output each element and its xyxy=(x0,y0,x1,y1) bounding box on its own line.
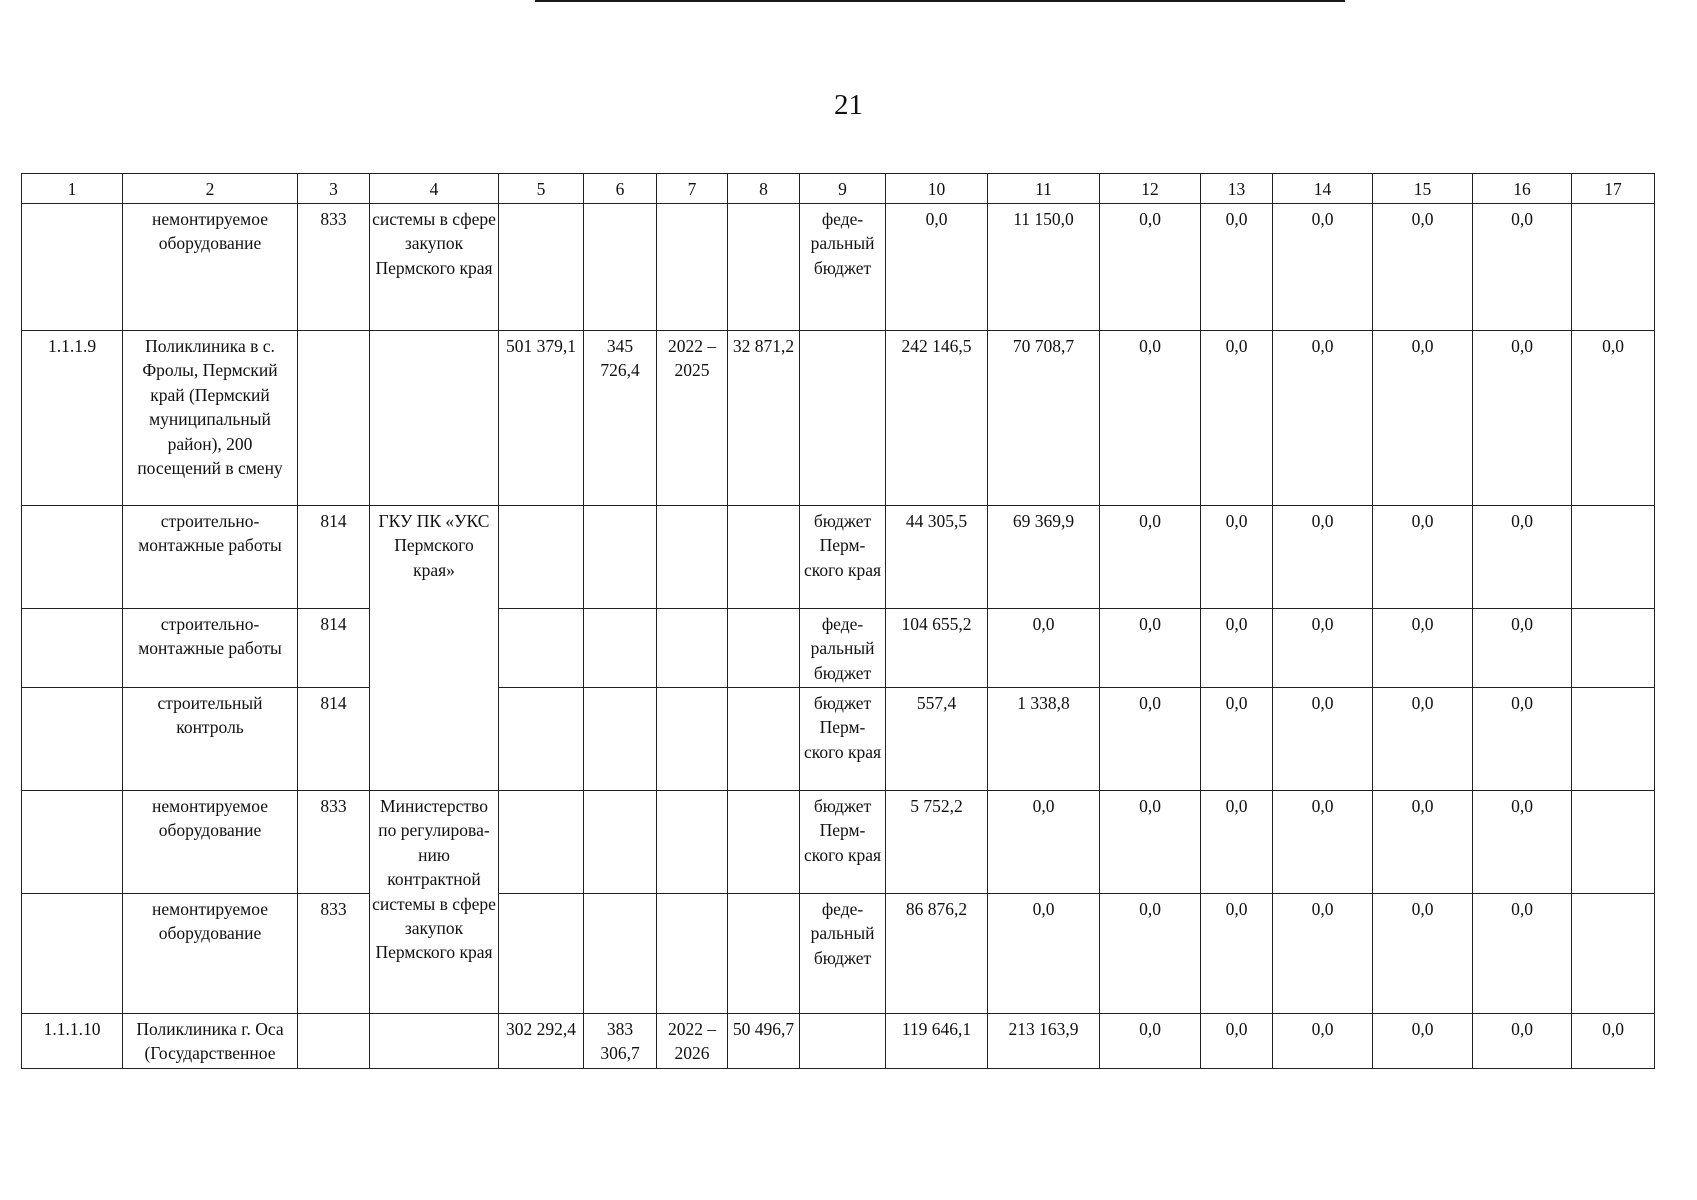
cell-col6 xyxy=(584,791,657,894)
cell-col8: 32 871,2 xyxy=(728,331,800,506)
table-row xyxy=(22,609,1655,688)
cell-executor xyxy=(370,1014,499,1069)
cell-col11: 0,0 xyxy=(988,609,1100,688)
cell-col11: 1 338,8 xyxy=(988,688,1100,791)
header-cell: 8 xyxy=(728,174,800,204)
cell-col13: 0,0 xyxy=(1201,894,1273,1014)
cell-col17 xyxy=(1572,609,1655,688)
cell-code: 814 xyxy=(298,688,370,791)
header-cell: 5 xyxy=(499,174,584,204)
cell-col10: 119 646,1 xyxy=(886,1014,988,1069)
cell-col7 xyxy=(657,688,728,791)
table-row xyxy=(22,791,1655,894)
page-number: 21 xyxy=(834,89,863,121)
budget-table xyxy=(21,173,1655,1069)
cell-col5: 302 292,4 xyxy=(499,1014,584,1069)
cell-col12: 0,0 xyxy=(1100,204,1201,331)
header-cell: 12 xyxy=(1100,174,1201,204)
cell-col6 xyxy=(584,688,657,791)
cell-col12: 0,0 xyxy=(1100,894,1201,1014)
cell-col8 xyxy=(728,204,800,331)
table-row xyxy=(22,506,1655,609)
cell-col15: 0,0 xyxy=(1373,506,1473,609)
cell-col6 xyxy=(584,609,657,688)
cell-col13: 0,0 xyxy=(1201,506,1273,609)
header-cell: 6 xyxy=(584,174,657,204)
cell-col17 xyxy=(1572,894,1655,1014)
cell-col12: 0,0 xyxy=(1100,1014,1201,1069)
cell-col16: 0,0 xyxy=(1473,204,1572,331)
cell-col8 xyxy=(728,506,800,609)
cell-col17 xyxy=(1572,688,1655,791)
cell-col8 xyxy=(728,894,800,1014)
cell-col17 xyxy=(1572,506,1655,609)
cell-col14: 0,0 xyxy=(1273,506,1373,609)
header-cell: 10 xyxy=(886,174,988,204)
header-cell: 2 xyxy=(123,174,298,204)
cell-col16: 0,0 xyxy=(1473,506,1572,609)
cell-col16: 0,0 xyxy=(1473,894,1572,1014)
header-cell: 9 xyxy=(800,174,886,204)
cell-col17: 0,0 xyxy=(1572,1014,1655,1069)
cell-col15: 0,0 xyxy=(1373,331,1473,506)
cell-col11: 70 708,7 xyxy=(988,331,1100,506)
cell-col14: 0,0 xyxy=(1273,331,1373,506)
cell-col5 xyxy=(499,506,584,609)
cell-col10: 44 305,5 xyxy=(886,506,988,609)
cell-code: 833 xyxy=(298,894,370,1014)
cell-col11: 0,0 xyxy=(988,791,1100,894)
header-cell: 11 xyxy=(988,174,1100,204)
header-cell: 1 xyxy=(22,174,123,204)
cell-col15: 0,0 xyxy=(1373,894,1473,1014)
cell-code: 833 xyxy=(298,204,370,331)
cell-col10: 557,4 xyxy=(886,688,988,791)
cell-col8: 50 496,7 xyxy=(728,1014,800,1069)
cell-funding-source: бюджет Перм-ского края xyxy=(800,688,886,791)
cell-col13: 0,0 xyxy=(1201,791,1273,894)
cell-work-type: Поликлиника г. Оса (Государственное xyxy=(123,1014,298,1069)
cell-col12: 0,0 xyxy=(1100,688,1201,791)
cell-col6 xyxy=(584,204,657,331)
cell-index xyxy=(22,204,123,331)
cell-col7: 2022 – 2025 xyxy=(657,331,728,506)
cell-col5: 501 379,1 xyxy=(499,331,584,506)
cell-col7 xyxy=(657,894,728,1014)
cell-executor: системы в сфере закупок Пермского края xyxy=(370,204,499,331)
cell-code xyxy=(298,331,370,506)
table-row xyxy=(22,1014,1655,1069)
cell-index xyxy=(22,609,123,688)
cell-funding-source xyxy=(800,1014,886,1069)
cell-executor: ГКУ ПК «УКС Пермского края» xyxy=(370,506,499,791)
cell-col11: 213 163,9 xyxy=(988,1014,1100,1069)
cell-work-type: немонтируемое оборудование xyxy=(123,204,298,331)
cell-col7 xyxy=(657,791,728,894)
header-row xyxy=(22,174,1655,204)
header-cell: 16 xyxy=(1473,174,1572,204)
table-row xyxy=(22,204,1655,331)
cell-col7 xyxy=(657,609,728,688)
cell-col8 xyxy=(728,609,800,688)
cell-funding-source: феде-ральный бюджет xyxy=(800,609,886,688)
cell-col17: 0,0 xyxy=(1572,331,1655,506)
cell-col13: 0,0 xyxy=(1201,1014,1273,1069)
cell-col17 xyxy=(1572,204,1655,331)
cell-funding-source: бюджет Перм-ского края xyxy=(800,791,886,894)
cell-index xyxy=(22,894,123,1014)
cell-work-type: строительный контроль xyxy=(123,688,298,791)
cell-col12: 0,0 xyxy=(1100,609,1201,688)
cell-col8 xyxy=(728,791,800,894)
cell-code: 814 xyxy=(298,609,370,688)
cell-col11: 11 150,0 xyxy=(988,204,1100,331)
cell-col11: 69 369,9 xyxy=(988,506,1100,609)
cell-col15: 0,0 xyxy=(1373,688,1473,791)
cell-index: 1.1.1.9 xyxy=(22,331,123,506)
cell-col5 xyxy=(499,894,584,1014)
header-cell: 3 xyxy=(298,174,370,204)
cell-code: 833 xyxy=(298,791,370,894)
cell-col6: 345 726,4 xyxy=(584,331,657,506)
cell-col12: 0,0 xyxy=(1100,331,1201,506)
cell-col14: 0,0 xyxy=(1273,609,1373,688)
cell-col13: 0,0 xyxy=(1201,688,1273,791)
cell-col10: 0,0 xyxy=(886,204,988,331)
header-cell: 15 xyxy=(1373,174,1473,204)
cell-col5 xyxy=(499,688,584,791)
cell-index xyxy=(22,688,123,791)
table-row xyxy=(22,894,1655,1014)
table-row xyxy=(22,688,1655,791)
cell-col16: 0,0 xyxy=(1473,688,1572,791)
cell-col15: 0,0 xyxy=(1373,1014,1473,1069)
cell-funding-source: феде-ральный бюджет xyxy=(800,894,886,1014)
cell-col12: 0,0 xyxy=(1100,791,1201,894)
cell-executor xyxy=(370,331,499,506)
cell-index xyxy=(22,506,123,609)
cell-col16: 0,0 xyxy=(1473,609,1572,688)
cell-col10: 5 752,2 xyxy=(886,791,988,894)
cell-funding-source: бюджет Перм-ского края xyxy=(800,506,886,609)
cell-col13: 0,0 xyxy=(1201,204,1273,331)
table-row xyxy=(22,331,1655,506)
cell-col6 xyxy=(584,506,657,609)
cell-work-type: немонтируемое оборудование xyxy=(123,791,298,894)
cell-col6 xyxy=(584,894,657,1014)
cell-col15: 0,0 xyxy=(1373,609,1473,688)
cell-work-type: строительно-монтажные работы xyxy=(123,506,298,609)
cell-col14: 0,0 xyxy=(1273,204,1373,331)
cell-work-type: Поликлиника в с. Фролы, Пермский край (Пермский муниципальный район), 200 посещений в смену xyxy=(123,331,298,506)
cell-col16: 0,0 xyxy=(1473,791,1572,894)
top-scan-rule xyxy=(535,0,1345,2)
cell-col15: 0,0 xyxy=(1373,204,1473,331)
cell-col7 xyxy=(657,204,728,331)
cell-executor: Министерство по регулирова-нию контрактной системы в сфере закупок Пермского края xyxy=(370,791,499,1014)
cell-col12: 0,0 xyxy=(1100,506,1201,609)
cell-col13: 0,0 xyxy=(1201,609,1273,688)
cell-col14: 0,0 xyxy=(1273,688,1373,791)
cell-col14: 0,0 xyxy=(1273,791,1373,894)
cell-col13: 0,0 xyxy=(1201,331,1273,506)
cell-col5 xyxy=(499,204,584,331)
header-cell: 17 xyxy=(1572,174,1655,204)
cell-col6: 383 306,7 xyxy=(584,1014,657,1069)
cell-col15: 0,0 xyxy=(1373,791,1473,894)
cell-col16: 0,0 xyxy=(1473,331,1572,506)
cell-col16: 0,0 xyxy=(1473,1014,1572,1069)
cell-col5 xyxy=(499,791,584,894)
cell-col8 xyxy=(728,688,800,791)
header-cell: 7 xyxy=(657,174,728,204)
cell-index: 1.1.1.10 xyxy=(22,1014,123,1069)
cell-funding-source xyxy=(800,331,886,506)
cell-col10: 242 146,5 xyxy=(886,331,988,506)
header-cell: 14 xyxy=(1273,174,1373,204)
cell-col7 xyxy=(657,506,728,609)
cell-work-type: строительно-монтажные работы xyxy=(123,609,298,688)
cell-col17 xyxy=(1572,791,1655,894)
cell-col7: 2022 – 2026 xyxy=(657,1014,728,1069)
cell-col10: 104 655,2 xyxy=(886,609,988,688)
cell-index xyxy=(22,791,123,894)
cell-col10: 86 876,2 xyxy=(886,894,988,1014)
header-cell: 13 xyxy=(1201,174,1273,204)
header-cell: 4 xyxy=(370,174,499,204)
cell-col5 xyxy=(499,609,584,688)
cell-code xyxy=(298,1014,370,1069)
cell-col14: 0,0 xyxy=(1273,894,1373,1014)
cell-work-type: немонтируемое оборудование xyxy=(123,894,298,1014)
cell-funding-source: феде-ральный бюджет xyxy=(800,204,886,331)
cell-code: 814 xyxy=(298,506,370,609)
cell-col11: 0,0 xyxy=(988,894,1100,1014)
cell-col14: 0,0 xyxy=(1273,1014,1373,1069)
